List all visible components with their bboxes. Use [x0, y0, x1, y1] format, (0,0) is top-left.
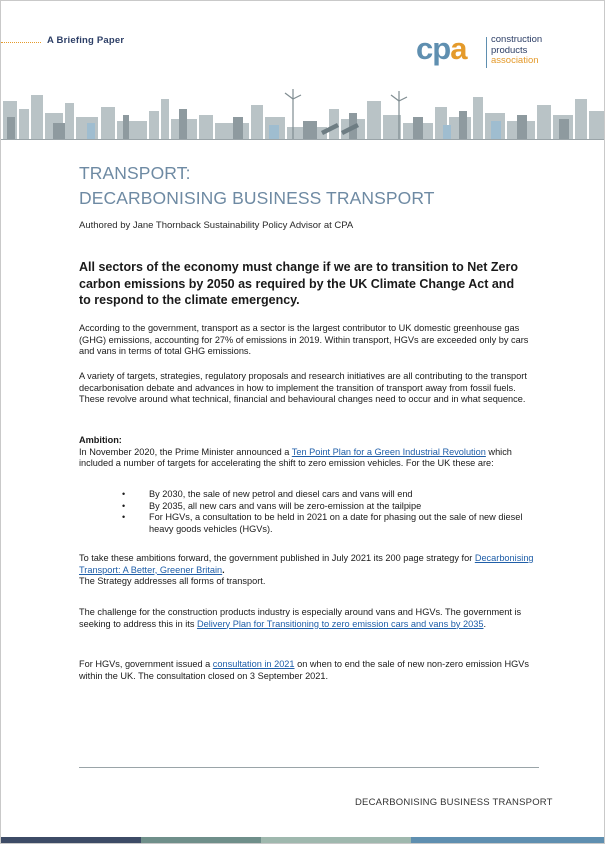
lead-paragraph: All sectors of the economy must change if we are to transition to Net Zero carbon emissions by 2050 as required by the UK Climate Change Act and to respond to the climate emergency. [79, 260, 518, 307]
logo-word-association: association [491, 55, 539, 66]
hgv-text-end: on when to end the sale of new non-zero emission HGVs within the UK. The consultation closed on 3 September 2021. [79, 659, 529, 681]
bar-segment-navy [1, 837, 141, 844]
bar-segment-steel [411, 837, 605, 844]
decarbonising-transport-link[interactable]: Decarbonising Transport: A Better, Greener Britain [79, 553, 534, 575]
logo-wordmark [491, 35, 542, 67]
list-item [79, 512, 539, 535]
list-item [79, 501, 539, 513]
paragraph-ambition [79, 435, 537, 470]
bottom-color-bar [1, 837, 605, 844]
delivery-plan-link[interactable]: Delivery Plan for Transitioning to zero emission cars and vans by 2035 [196, 618, 484, 629]
footer-title: DECARBONISING BUSINESS TRANSPORT [355, 797, 553, 808]
paragraph-challenge [79, 607, 537, 630]
document-title [79, 161, 435, 211]
author-line: Authored by Jane Thornback Sustainability Policy Advisor at CPA [79, 220, 354, 231]
logo-mark-cp: cp [416, 31, 451, 66]
bar-segment-teal-dark [141, 837, 261, 844]
bullet-icon: • [122, 512, 126, 523]
paragraph-strategy [79, 553, 537, 588]
logo-separator [486, 37, 487, 68]
briefing-dotted-rule [1, 42, 41, 43]
strategy-text-end: The Strategy addresses all forms of transport. [79, 576, 266, 587]
city-skyline-banner [3, 87, 604, 139]
strategy-link-period: . [222, 564, 225, 575]
paragraph-hgv-consultation [79, 659, 537, 682]
title-line-2: DECARBONISING BUSINESS TRANSPORT [79, 188, 435, 208]
hgv-text-start: For HGVs, government issued a [79, 659, 213, 669]
ambition-text-start: In November 2020, the Prime Minister announced a [79, 446, 292, 457]
cpa-logo [416, 31, 566, 73]
challenge-text-end: . [483, 618, 487, 629]
list-item-text: For HGVs, a consultation to be held in 2021 on a date for phasing out the sale of new diesel heavy goods vehicles (HGVs). [149, 512, 523, 534]
list-item-text: By 2030, the sale of new petrol and diesel cars and vans will end [149, 489, 413, 499]
bullet-icon: • [122, 489, 126, 499]
banner-divider [1, 139, 605, 140]
logo-word-construction: construction [491, 34, 543, 45]
logo-mark-a: a [450, 31, 467, 66]
list-item [79, 489, 539, 501]
logo-word-products: products [491, 44, 528, 56]
logo-mark [416, 31, 466, 67]
ten-point-plan-link[interactable]: Ten Point Plan for a Green Industrial Revolution [291, 446, 486, 457]
strategy-text-start: To take these ambitions forward, the government published in July 2021 its 200 page strategy for [79, 553, 475, 563]
list-item-text: By 2035, all new cars and vans will be zero-emission at the tailpipe [149, 500, 422, 511]
bullet-icon: • [122, 500, 126, 511]
targets-list [79, 489, 539, 535]
briefing-label: A Briefing Paper [47, 35, 125, 46]
bar-segment-teal-light [261, 837, 411, 844]
title-line-1: TRANSPORT: [79, 163, 191, 183]
ambition-heading: Ambition: [79, 435, 122, 445]
ambition-text-end: which included a number of targets for accelerating the shift to zero emission vehicles. For the UK these are: [79, 446, 512, 469]
paragraph-emissions: According to the government, transport as a sector is the largest contributor to UK domestic greenhouse gas (GHG) emissions, accounting for 27% of emissions in 2019. Within transport, HGVs are exceeded only by cars and vans in terms of total GHG emissions. [79, 323, 529, 357]
paragraph-initiatives: A variety of targets, strategies, regulatory proposals and research initiatives are all contributing to the transport decarbonisation debate and advances in how to implement the transition of transport away from fossil fuels. These revolve around what technical, financial and behavioural changes need to occur and in what sequence. [79, 371, 527, 405]
consultation-link[interactable]: consultation in 2021 [212, 659, 295, 669]
challenge-text-start: The challenge for the construction products industry is especially around vans and HGVs. The government is seeking to address this in its [79, 607, 522, 629]
footer-divider [79, 767, 539, 768]
